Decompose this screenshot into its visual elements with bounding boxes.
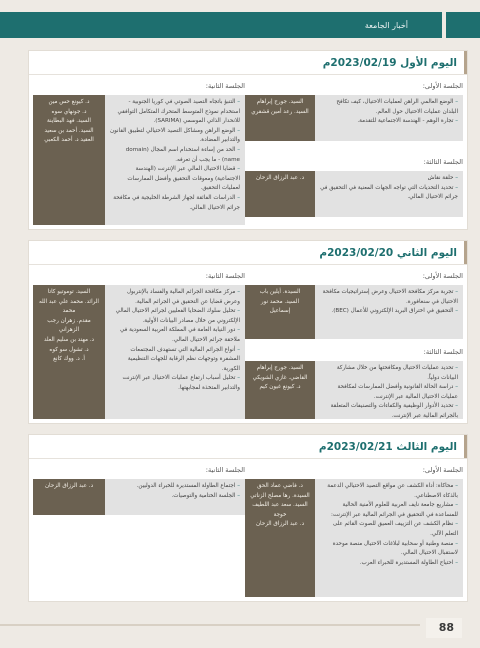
session-row <box>245 95 463 141</box>
session-label: الجلسة الأولى: <box>422 82 463 90</box>
day-3-left-column <box>33 463 245 477</box>
topic-item: – الوضع الراهن ومشاكل التصيد الاحتيالي لتطبيق القانون والتدابير المضادة. <box>110 127 240 146</box>
topic-item: – منصة وطنية أو سحابية لبلاغات الاحتيال منصة موحدة لاستقبال الاحتيال المالي. <box>320 540 458 559</box>
topic-item: – الوضع العالمي الراهن لعمليات الاحتيال، كيف تكافح البلدان عمليات الاحتيال حول العالم. <box>320 98 458 117</box>
topic-item: – اجتماع الطاولة المستديرة للخبراء الدوليين. <box>110 482 240 492</box>
speaker-name: السيدة. رها مصلح الزناتي <box>250 492 310 499</box>
topic-item: – مركز مكافحة الجرائم المالية والفساد بالإنتربول وعرض قضايا عن التحقيق في الجرائم المالية. <box>110 288 240 307</box>
speaker-name: د. عبد الرزاق الزحان <box>255 521 305 528</box>
day-title: اليوم الثاني 2023/02/20م <box>319 246 457 259</box>
topic-item: – الحد من إساءة استخدام اسم المجال (domain name) - ما يجب أن تعرفه. <box>110 146 240 165</box>
session-topics <box>315 479 463 597</box>
speaker-name: الرائد. محمد علي عبد الله محمد <box>39 298 99 315</box>
session-row <box>245 479 463 597</box>
day-1-right-column <box>245 79 463 93</box>
session-speakers <box>245 285 315 339</box>
speaker-name: السيد. محمد نور <box>260 298 300 305</box>
topic-item: – تجربة مركز مكافحة الاحتيال وعرض إستراتيجيات مكافحة الاحتيال في سنغافورة. <box>320 288 458 307</box>
session-topics <box>315 361 463 419</box>
topic-item: – قضايا الاحتيال المالي عبر الإنترنت (الهندسة الاجتماعية) ومعوقات التحقيق وأفضل الممارسات لعمليات التحقيق. <box>110 165 240 194</box>
section-title: أخبار الجامعة <box>364 20 408 30</box>
day-3-card <box>28 434 468 602</box>
day-2-title-bar <box>29 241 467 265</box>
session-speakers <box>245 361 315 419</box>
topic-item: – تحديد الأدوار الوظيفية والكفاءات والتصنيفات المتعلقة بالجرائم المالية عبر الإنترنت. <box>320 402 458 421</box>
day-1-title-bar <box>29 51 467 75</box>
speaker-name: أ. د. ووك كانغ <box>53 356 85 363</box>
session-row <box>33 95 245 225</box>
speaker-name: د. كيونغ غيون كيم <box>259 384 301 391</box>
speaker-name: السيد. أحمد بن سعيد <box>44 127 94 134</box>
topic-item: – تحديد التحديات التي تواجه الجهات المعنية في التحقيق في جرائم الاحتيال المالي. <box>320 184 458 203</box>
topic-item: – التحقيق في اختراق البريد الإلكتروني للأعمال (BEC). <box>320 307 458 317</box>
topic-item: – نظام الكشف عن التزييف العميق للصوت القائم على التعلم الآلي. <box>320 520 458 539</box>
speaker-name: د. جونهاي سوه <box>51 108 87 115</box>
session-speakers <box>245 479 315 597</box>
topic-item: – مشاريع جامعة نايف العربية للعلوم الأمنية الحالية للمساعدة في التحقيق في الجرائم المالية عبر الإنترنت: <box>320 501 458 520</box>
session-label: الجلسة الثانية: <box>205 466 245 474</box>
session-label: الجلسة الثانية: <box>205 272 245 280</box>
session-topics <box>105 479 245 515</box>
day-2-left-column <box>33 269 245 283</box>
day-title: اليوم الثالث 2023/02/21م <box>318 440 457 453</box>
topic-item: – دور النيابة العامة في المملكة العربية السعودية في ملاحقة جرائم الاحتيال المالي. <box>110 326 240 345</box>
day-2-card <box>28 240 468 424</box>
speaker-name: د. عبد الرزاق الزحان <box>44 483 94 489</box>
page-number: 88 <box>438 621 454 634</box>
topic-item: – التنبؤ باتجاه التصيد الصوتي في كوريا الجنوبية - استخدام نموذج المتوسط المتحرك المتكامل التوافقي للانحدار الذاتي الموسمي (SARIMA). <box>110 98 240 127</box>
speaker-name: السيد. جورج إبراهام <box>256 365 304 371</box>
topic-item: – تحديد عمليات الاحتيال ومكافحتها من خلال مشاركة البيانات دولياً. <box>320 364 458 383</box>
session-label: الجلسة الأولى: <box>422 272 463 280</box>
speaker-name: السيد. توموتيو كاتا <box>47 289 91 295</box>
topic-item: – محاكاة: أداة الكشف عن مواقع التصيد الاحتيالي الدعمة بالذكاء الاصطناعي. <box>320 482 458 501</box>
speaker-name: السيد. سعد عبد اللطيف خوجة <box>252 502 308 518</box>
speaker-name: السيدة. أيلين باب <box>259 289 301 295</box>
speaker-name: السيد. رعد أمين قشقري <box>251 108 309 115</box>
speaker-name: د. كيونغ حس مين <box>48 99 90 105</box>
session-speakers <box>33 285 105 419</box>
speaker-name: القاضي. غازي الشويكي <box>252 374 308 381</box>
session-topics <box>315 95 463 141</box>
session-topics <box>315 285 463 339</box>
session-label: الجلسة الثالثة: <box>423 158 463 166</box>
footer-divider <box>0 624 420 626</box>
session-speakers <box>33 479 105 515</box>
session-label: الجلسة الثالثة: <box>423 348 463 356</box>
speaker-name: العقيد د. أحمد الكعبي <box>44 137 94 144</box>
page-number-box <box>426 618 462 638</box>
session-row <box>33 479 245 515</box>
speaker-name: د. فاضي عماد الحق <box>257 483 303 489</box>
session-label: الجلسة الأولى: <box>422 466 463 474</box>
topic-item: – تجارة الوهم - الهندسة الاجتماعية للتقدمة. <box>320 117 458 127</box>
day-1-left-column <box>33 79 245 93</box>
speaker-name: د. تشول سو كوه <box>49 346 89 353</box>
day-3-title-bar <box>29 435 467 459</box>
speaker-name: إسماعيل <box>269 308 291 315</box>
topic-item: – تحليل أسباب ارتفاع عمليات الاحتيال عبر الإنترنت والتدابير المتخذة لمجابهتها. <box>110 374 240 393</box>
session-topics <box>105 95 245 225</box>
section-header-bar <box>0 12 480 38</box>
topic-item: – احتياج الطاولة المستديرة للخبراء العرب. <box>320 559 458 569</box>
day-2-right-column <box>245 269 463 283</box>
topic-item: – حلقة نقاش <box>320 174 458 184</box>
page-footer <box>0 618 480 640</box>
session-topics <box>315 171 463 217</box>
session-label: الجلسة الثانية: <box>205 82 245 90</box>
session-topics <box>105 285 245 419</box>
session-row <box>245 171 463 217</box>
speaker-name: د. عبد الرزاق الزحان <box>255 175 305 181</box>
session-row <box>245 285 463 339</box>
speaker-name: مقدم. زهران رجب الزهراني <box>47 317 91 334</box>
section-header <box>0 12 442 38</box>
speaker-name: د. مهند بن سليم العلد <box>43 336 95 343</box>
topic-item: – الجلسة الختامية والتوصيات. <box>110 492 240 502</box>
session-speakers <box>245 95 315 141</box>
topic-item: – دراسة الحالة القانونية وأفضل الممارسات لمكافحة عمليات الاحتيال المالية عبر الإنترنت. <box>320 383 458 402</box>
session-row <box>245 361 463 419</box>
session-row <box>33 285 245 419</box>
session-speakers <box>245 171 315 217</box>
topic-item: – الدراسات الفائقة لجهاز الشرطة الخليجية في مكافحة جرائم الاحتيال المالي. <box>110 194 240 213</box>
speaker-name: السيد. فهد البطاينة <box>47 118 91 125</box>
day-3-right-column <box>245 463 463 477</box>
speaker-name: السيد. جورج إبراهام <box>256 99 304 105</box>
day-1-card <box>28 50 468 230</box>
topic-item: – أنواع الجرائم المالية التي تستهدف المجتمعات المشفرة وتوجهات نظم الرقابة للجهات التنظيمية الكورية. <box>110 346 240 375</box>
day-title: اليوم الأول 2023/02/19م <box>322 56 457 69</box>
topic-item: – تحليل سلوك الضحايا الفعليين لجرائم الاحتيال المالي الإلكتروني من خلال مصادر البيانات الأولية. <box>110 307 240 326</box>
session-speakers <box>33 95 105 225</box>
